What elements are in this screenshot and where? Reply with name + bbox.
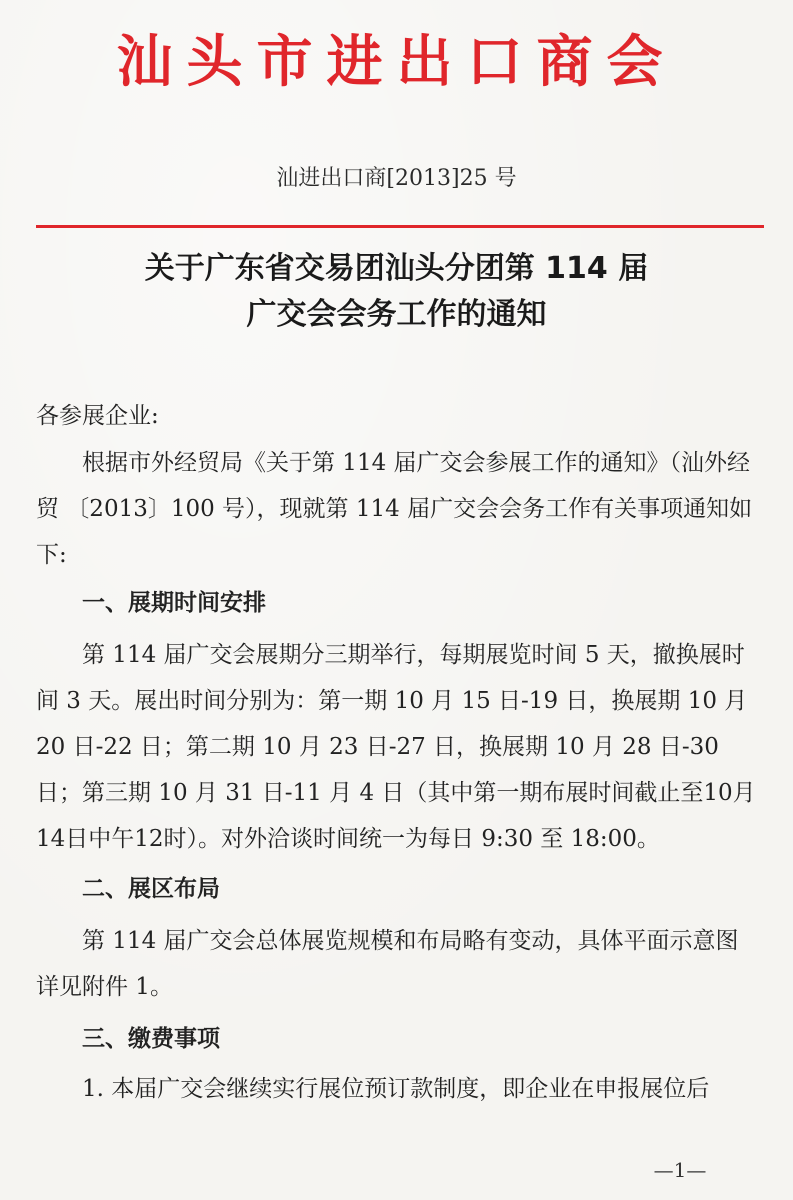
notice-title-line-1: 关于广东省交易团汕头分团第 114 届 xyxy=(144,251,649,286)
organization-letterhead: 汕头市进出口商会 xyxy=(116,29,677,95)
page-number: —1— xyxy=(653,1158,707,1182)
section-2-heading: 二、展区布局 xyxy=(82,876,220,902)
section-3-heading: 三、缴费事项 xyxy=(82,1026,220,1052)
salutation: 各参展企业: xyxy=(36,403,159,429)
section-1-heading: 一、展期时间安排 xyxy=(82,590,266,616)
red-divider-line xyxy=(36,225,764,228)
section-2-paragraph-text: 第 114 届广交会总体展览规模和布局略有变动，具体平面示意图详见附件 1。 xyxy=(36,928,739,1000)
intro-paragraph xyxy=(36,440,760,578)
intro-paragraph-text: 根据市外经贸局《关于第 114 届广交会参展工作的通知》（汕外经贸 〔2013〕100 号），现就第 114 届广交会会务工作有关事项通知如下: xyxy=(36,450,753,568)
section-3-item-1-text: 1. 本届广交会继续实行展位预订款制度，即企业在申报展位后 xyxy=(82,1076,710,1102)
notice-title xyxy=(0,246,793,338)
section-2-paragraph xyxy=(36,918,760,1010)
section-3-item-1 xyxy=(36,1066,760,1112)
section-1-paragraph-text: 第 114 届广交会展期分三期举行，每期展览时间 5 天，撤换展时间 3 天。展出时间分别为：第一期 10 月 15 日-19 日，换展期 10 月 20 日-22 日；第二期 10 月 23 日-27 日，换展期 10 月 28 日-30 日；第三期 10 月 31 日-11 月 4 日（其中第一期布展时间截止至10月14日中午12时）。对外洽谈时间统一为每日 9:30 至 18:00。 xyxy=(36,642,756,852)
document-number: 汕进出口商[2013]25 号 xyxy=(276,166,517,191)
section-1-paragraph xyxy=(36,632,760,862)
notice-title-line-2: 广交会会务工作的通知 xyxy=(246,297,547,332)
